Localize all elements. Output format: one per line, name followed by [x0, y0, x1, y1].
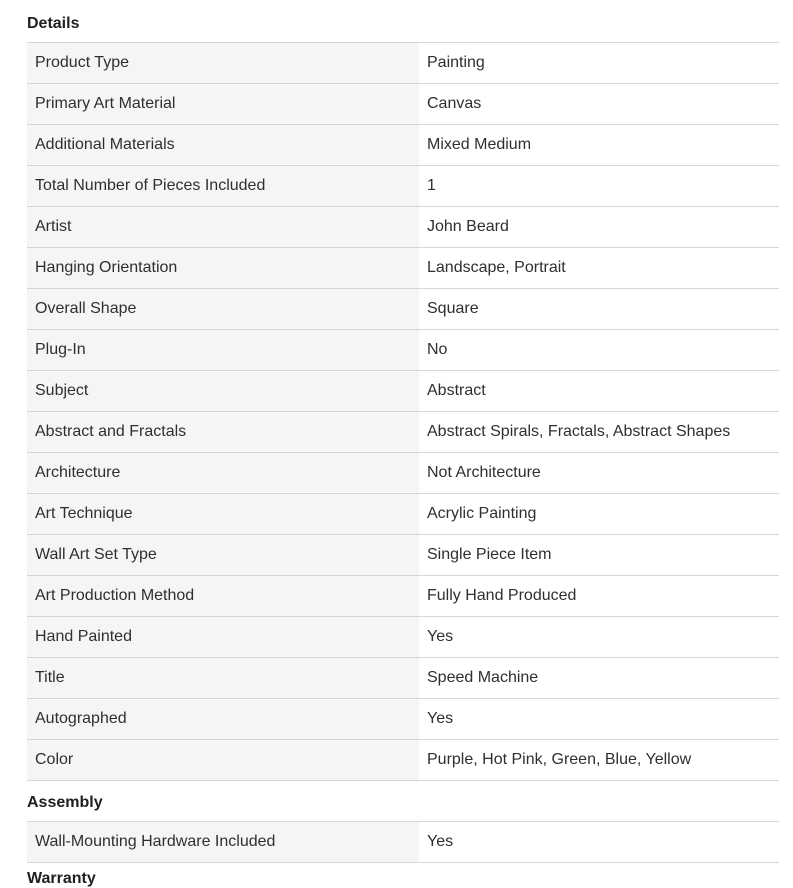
spec-key: Autographed: [27, 699, 419, 740]
spec-key: Abstract and Fractals: [27, 412, 419, 453]
spec-key: Color: [27, 740, 419, 781]
spec-key: Subject: [27, 371, 419, 412]
spec-key: Total Number of Pieces Included: [27, 166, 419, 207]
spec-value: Square: [419, 289, 779, 330]
table-row: [27, 822, 779, 863]
details-table: [27, 43, 779, 781]
spec-value: Yes: [419, 699, 779, 740]
table-row: [27, 453, 779, 494]
table-row: [27, 535, 779, 576]
table-row: [27, 658, 779, 699]
spec-value: Purple, Hot Pink, Green, Blue, Yellow: [419, 740, 779, 781]
spec-value: Acrylic Painting: [419, 494, 779, 535]
spec-key: Additional Materials: [27, 125, 419, 166]
spec-value: Canvas: [419, 84, 779, 125]
spec-value: Painting: [419, 43, 779, 84]
table-row: [27, 289, 779, 330]
spec-key: Wall Art Set Type: [27, 535, 419, 576]
spec-key: Plug-In: [27, 330, 419, 371]
spec-value: Not Architecture: [419, 453, 779, 494]
table-row: [27, 494, 779, 535]
spec-key: Overall Shape: [27, 289, 419, 330]
spec-value: Abstract Spirals, Fractals, Abstract Shapes: [419, 412, 779, 453]
spec-key: Primary Art Material: [27, 84, 419, 125]
spec-value: Abstract: [419, 371, 779, 412]
table-row: [27, 371, 779, 412]
table-row: [27, 125, 779, 166]
spec-value: Fully Hand Produced: [419, 576, 779, 617]
table-row: [27, 617, 779, 658]
spec-value: 1: [419, 166, 779, 207]
spec-value: Single Piece Item: [419, 535, 779, 576]
table-row: [27, 84, 779, 125]
table-row: [27, 43, 779, 84]
table-row: [27, 740, 779, 781]
table-row: [27, 166, 779, 207]
table-row: [27, 330, 779, 371]
table-row: [27, 207, 779, 248]
spec-key: Architecture: [27, 453, 419, 494]
spec-key: Hanging Orientation: [27, 248, 419, 289]
table-row: [27, 412, 779, 453]
spec-key: Artist: [27, 207, 419, 248]
spec-value: No: [419, 330, 779, 371]
spec-key: Hand Painted: [27, 617, 419, 658]
spec-value: Yes: [419, 617, 779, 658]
spec-value: Mixed Medium: [419, 125, 779, 166]
table-row: [27, 576, 779, 617]
spec-key: Art Production Method: [27, 576, 419, 617]
assembly-table: [27, 822, 779, 863]
spec-key: Title: [27, 658, 419, 699]
spec-value: Landscape, Portrait: [419, 248, 779, 289]
assembly-heading: Assembly: [27, 781, 779, 822]
spec-key: Product Type: [27, 43, 419, 84]
specifications-panel: [27, 0, 779, 863]
table-row: [27, 699, 779, 740]
details-heading: Details: [27, 0, 779, 43]
spec-key: Wall-Mounting Hardware Included: [27, 822, 419, 863]
spec-value: John Beard: [419, 207, 779, 248]
table-row: [27, 248, 779, 289]
spec-key: Art Technique: [27, 494, 419, 535]
next-section-heading: Warranty: [27, 870, 96, 887]
spec-value: Speed Machine: [419, 658, 779, 699]
spec-value: Yes: [419, 822, 779, 863]
